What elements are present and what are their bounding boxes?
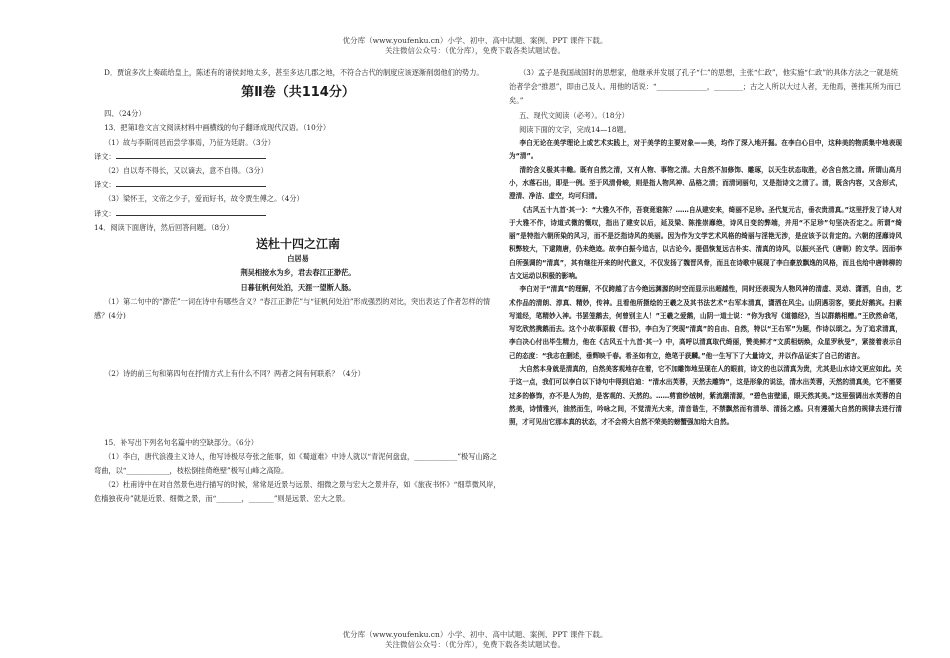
question-14-1: （1）第二句中的“渺茫”一词在诗中有哪些含义？“春江正渺茫”与“征帆何处泊”形成强烈的对比，突出表达了作者怎样的情感？(4分) xyxy=(94,297,491,321)
poem-line-2: 日暮征帆何处泊，天涯一望断人肠。 xyxy=(240,283,356,293)
section-5-heading: 五、现代文阅读（必考）。（18分） xyxy=(519,110,629,120)
translation-line-3 xyxy=(94,207,502,221)
question-13-1: （1）故与李斯同邑而尝学事焉，乃征为廷尉。（3分） xyxy=(104,137,275,147)
part2-title: 第Ⅱ卷（共114分） xyxy=(241,85,355,101)
translation-label: 译文： xyxy=(94,151,116,161)
translation-line-2 xyxy=(94,178,502,192)
section-4-heading: 四、（24分） xyxy=(104,109,146,119)
essay-paragraph-3: 《古风五十九首·其一》：“大雅久不作，吾衰竟谁陈？……自从建安来，绮丽不足珍。圣代复元古，垂衣贵清真。”这里抒发了诗人对于大雅不作，诗道式微的慨叹，指出了建安以后，延及梁、陈推崇靡绝，诗风日变的弊端，并用“不足珍”句坚决否定之。所谓“绮丽”是特指六朝所染的风习，而不是泛指诗风的美丽。因为作为文学艺术风格的绮丽与淫艳无涉，是应该予以肯定的。六朝的淫靡诗风积弊较大，下逮隋唐，仍未绝迹。故李白振今追古，以古论今。提倡恢复远古朴实、清真的诗风，以振兴圣代（唐朝）的文学。因而李白所强调的“清真”，其有继往开来的时代意义，不仅发扬了魏晋风骨，而且在诗歌中展现了李白豪放飘逸的风格，而且也给中唐韩柳的古文运动以积极的影响。 xyxy=(509,205,902,280)
page-footer xyxy=(0,630,950,650)
question-15-3: （3）孟子是我国战国时的思想家，他继承并发展了孔子“仁”的思想，主张“仁政”，他实施“仁政”的具体方法之一就是统治者学会“推恩”，即由己及人。用他的话说：“______________，________；古之人所以大过人者，无他焉，善推其所为而已矣。” xyxy=(509,68,901,106)
footer-line-1: 优分库（www.youfenku.cn）小学、初中、高中试题、案例、PPT 课件下载。 xyxy=(342,630,608,639)
option-d: D．贾谊多次上奏疏给皇上，陈述有的诸侯封地太多，甚至多达几郡之地，不符合古代的制度应该逐渐削弱他们的势力。 xyxy=(104,68,484,77)
essay-passage xyxy=(509,137,902,430)
question-13-2: （2）自以寿不得长，又以谪去，意不自得。（3分） xyxy=(104,166,268,176)
translation-line-1 xyxy=(94,150,502,164)
essay-paragraph-4: 李白对于“清真”的理解，不仅跨越了古今绝远渊源的时空而显示出超越性，同时还表现为人物风神的清虚、灵动、潇洒，自由，艺术作品的清朗、淳真、精妙，传神。且看他所摄绘的王羲之及其书法艺术“右军本清真，潇洒在风尘。山阴遇羽客，要此好鹅宾。扫素写道经，笔精妙入神。书罢笼鹅去，何曾别主人！”王羲之爱鹅，山阴一道士说：“你为我写《道德经》，当以群鹅相赠。”王欣然命笔，写讫欣然携鹅而去。这个小故事原载《晋书》，李白为了突现“清真”的自由、自然，特以“王右军”为题，作诗以颂之。为了追求清真，李白决心付出毕生精力，他在《古风五十九首·其一》中，高呼以清真取代绮丽，赞美鲜才“文质相炳焕，众星罗秋旻”，紧接着表示自己的态度：“我志在删述，垂辉映千春。希圣如有立，绝笔于获麟。”他一生写下了大量诗文，并以作品证实了自己的诺言。 xyxy=(509,285,902,360)
footer-line-2: 关注微信公众号：（优分库），免费下载各类试题试卷。 xyxy=(385,640,565,649)
essay-paragraph-2: 清的含义极其丰赡。既有自然之清，又有人物、事物之清。大自然不加修饰、雕琢，以天生状态取胜，必含自然之清。所谓山高月小，水落石出，即是一例。至于风清骨峻，则是指人物风神、品格之清；而清词丽句，又是指诗文之清了。清，既含内容，又含形式，澄清、净洁、虚空，均可归清。 xyxy=(509,165,902,201)
translation-label: 译文： xyxy=(94,208,116,218)
question-13: 13．把第Ⅰ卷文言文阅读材料中画横线的句子翻译成现代汉语。（10分） xyxy=(104,123,331,133)
question-15-1: （1）李白，唐代浪漫主义诗人，他写诗极尽夸张之能事，如《蜀道难》中诗人就以“青泥何盘盘，____________”极写山路之弯曲，以“____________，枝松倒挂倚绝壁”极写山峰之高险。 xyxy=(94,451,497,476)
reading-instruction: 阅读下面的文字，完成14—18题。 xyxy=(519,124,631,134)
answer-blank[interactable] xyxy=(116,150,266,159)
answer-space xyxy=(94,382,502,436)
translation-label: 译文： xyxy=(94,180,116,190)
left-column xyxy=(94,66,502,507)
poem-author: 白居易 xyxy=(287,254,309,264)
answer-blank[interactable] xyxy=(116,178,266,187)
right-column xyxy=(509,66,902,430)
header-line-1: 优分库（www.youfenku.cn）小学、初中、高中试题、案例、PPT 课件下载。 xyxy=(342,36,608,45)
poem-title: 送杜十四之江南 xyxy=(255,237,340,252)
answer-space xyxy=(94,323,502,367)
question-14: 14．阅读下面唐诗，然后回答问题。（8分） xyxy=(94,222,234,232)
answer-blank[interactable] xyxy=(116,207,266,216)
essay-paragraph-5: 大自然本身就是清真的，自然美客观地存在着，它不加雕饰地呈现在人的眼前，诗文的也以清真为贵，尤其是山水诗文更应如此。关于这一点，我们可以李白以下诗句中得到启迪：“清水出芙蓉，天然去雕饰”，这是形象的说法，清水出芙蓉，天然的清真美，它不需要过多的修饰，亦不是人为的，是客观的、天然的。……剪窗纱绒树，紫流潮清源，“碧色宙壁遥，眼天然其美。”这里强调出水芙蓉的自然美，诗情雅兴，油然而生，吟咏之间，不觉清光大来，清音谐生，不禁飘然而有清举、清扬之感。只有遵循大自然的规律去进行清照，才可见出它那本真的状态，才不会将大自然不荣美的螃蟹强加给大自然。 xyxy=(509,365,902,427)
header-line-2: 关注微信公众号：（优分库），免费下载各类试题试卷。 xyxy=(385,46,565,55)
question-14-2: （2）诗的前三句和第四句在抒情方式上有什么不同？两者之间有何联系？（4分） xyxy=(104,369,365,379)
essay-paragraph-1: 李白无论在美学理论上或艺术实践上，对于美学的主要对象——美，均作了深入地开掘。在李白心目中，这种美的物质集中地表现为“清”。 xyxy=(509,139,902,161)
question-13-3: （3）梁怀王，文帝之少子，爱而好书，故令贾生傅之。（4分） xyxy=(104,194,304,204)
question-15: 15．补写出下列名句名篇中的空缺部分。（6分） xyxy=(104,437,258,447)
question-15-2: （2）杜甫诗中在对自然景色进行描写的时候，常常是近景与远景、细微之景与宏大之景并存，如《旅夜书怀》“细草微风岸，危樯独夜舟”就是近景、细微之景，而“_______，_______”则是远景、宏大之景。 xyxy=(94,480,501,504)
page-header xyxy=(0,36,950,56)
poem-line-1: 荆吴相接水为乡，君去春江正渺茫。 xyxy=(240,268,356,278)
